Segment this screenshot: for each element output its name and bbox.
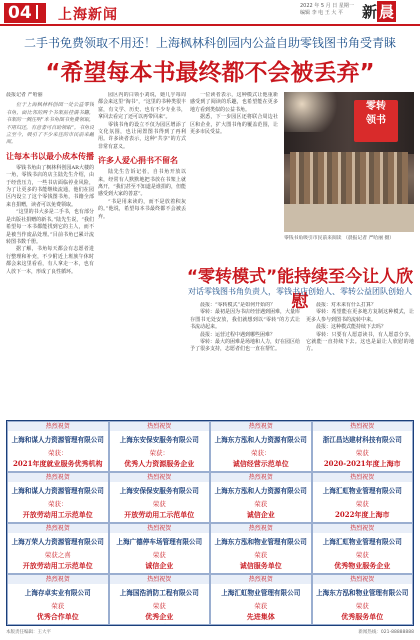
paragraph: 一位读者表示，这种模式让他重新感受到了阅读的乐趣，也希望能在更多地方看到类似的公益书角。 <box>190 92 278 113</box>
issue-meta: 2022 年 5 月 日 星期一 编辑 李 电 王 大 平 <box>300 3 354 16</box>
ad-box <box>109 574 211 625</box>
paragraph: “这里的书大多是二手书，也有部分是出版社捐赠的新书。”陆先生说，“我们希望每一本书都能找到它的主人，而不是被当作废品处理。”目前书角已累计流转图书数千册。 <box>6 209 94 245</box>
interview-column-2 <box>306 302 414 414</box>
byline: 晨报记者 严哈丽 <box>6 92 43 98</box>
ad-line: 荣获 <box>152 500 166 508</box>
ad-company: 上海东方泓和人力资源有限公司 <box>214 436 307 444</box>
ad-award: 优秀企业 <box>145 612 174 621</box>
paragraph: 晨报：“零转模式”是如何开始的？ <box>200 302 276 308</box>
ad-box <box>312 472 414 523</box>
ad-award: 优秀合作单位 <box>36 612 79 621</box>
ad-award: 优秀人力资源服务企业 <box>124 459 195 468</box>
ad-company: 上海安保保安服务有限公司 <box>119 487 199 495</box>
ad-company: 浙江昌达建材科技有限公司 <box>322 436 402 444</box>
article-column-1 <box>6 92 94 412</box>
ad-company: 上海和谋人力资源管理有限公司 <box>11 487 104 495</box>
ad-company: 上海汇虹物业管理有限公司 <box>322 538 402 546</box>
ad-line: 荣获 <box>51 602 65 610</box>
ad-award: 诚信服务单位 <box>239 561 282 570</box>
kicker-headline: 二手书免费领取不用还！上海枫林科创园内公益自助零钱图书角受青睐 <box>23 36 396 50</box>
ad-tag: 热烈祝贺 <box>211 575 311 584</box>
ad-line: 荣获： <box>251 449 271 457</box>
ad-company: 上海东方泓和物业管理有限公司 <box>214 538 307 546</box>
ad-award: 2021年度就业服务优秀机构 <box>13 459 103 468</box>
ad-box <box>312 421 414 472</box>
ad-tag: 热烈祝贺 <box>313 422 413 431</box>
main-headline: “希望每本书最终都不会被丢弃” <box>45 60 375 86</box>
ad-award: 诚信企业 <box>246 510 275 519</box>
ad-box <box>312 523 414 574</box>
ad-box <box>210 421 312 472</box>
secondary-headline: “零转模式”能持续至今让人欣慰 <box>186 267 414 312</box>
ad-tag: 热烈祝贺 <box>313 473 413 482</box>
ad-box <box>210 472 312 523</box>
ad-award: 2020-2021年度上海市 <box>323 459 401 468</box>
ad-tag: 热烈祝贺 <box>211 473 311 482</box>
paragraph: 晨报：运营过程中遇到哪些困难？ <box>200 331 276 338</box>
ad-box <box>109 523 211 574</box>
ad-line: 荣获： <box>48 449 68 457</box>
subheading: 让每本书以最小成本传播 <box>6 151 94 161</box>
ad-line: 荣获： <box>48 500 68 508</box>
paragraph: 零钱书角由了枫林科创园AR大楼的一角，零钱书店的店主陆先生介绍，由于经营压力，一些书店面临停业风险，为了让更多的书能继续流通，他们在园区内设立了这个零钱图书角，书籍全部来自捐赠，读者可以免费领取。 <box>6 164 94 208</box>
photo-caption: 零钱书角吸引市民前来阅读 （晨报记者 严哈丽 摄） <box>284 236 395 241</box>
ad-tag: 热烈祝贺 <box>8 524 108 533</box>
ad-tag: 热烈祝贺 <box>110 422 210 431</box>
ad-box <box>109 421 211 472</box>
ad-line: 荣获之喜 <box>44 551 71 559</box>
ad-award: 开放劳动用工示范单位 <box>124 510 195 519</box>
ad-company: 上海广德停车场管理有限公司 <box>116 538 203 546</box>
page-footer: 本版责任编辑：王大平 新闻热线：021-88888888 <box>6 630 414 635</box>
ad-award: 诚信经营示范单位 <box>232 459 289 468</box>
ad-box <box>312 574 414 625</box>
paragraph: 零转：最大的困难是场地和人力，好在园区给予了很多支持，志愿者们也一直在帮忙。 <box>190 339 300 353</box>
ad-company: 上海东方泓和物业管理有限公司 <box>316 589 409 597</box>
ad-line: 荣获： <box>149 449 169 457</box>
paragraph: 零钱书角的设立不仅为园区增添了文化氛围，也让闲置图书得到了再利用。许多读者表示，这种“共享”的方式非常有意义。 <box>98 121 186 150</box>
page-header <box>0 0 420 24</box>
ad-tag: 热烈祝贺 <box>8 575 108 584</box>
ad-address <box>313 624 413 625</box>
ad-address <box>211 624 311 625</box>
ad-company: 上海汇虹物业管理有限公司 <box>221 589 301 597</box>
ad-company: 上海东方泓和人力资源有限公司 <box>214 487 307 495</box>
ad-box <box>210 523 312 574</box>
paragraph: 零转：最初是因为书店经营遇到困难，大量库存图书无处安放，我们就想到以“零转”的方式让书流动起来。 <box>190 309 300 331</box>
ad-tag: 热烈祝贺 <box>313 575 413 584</box>
ad-box <box>109 472 211 523</box>
paragraph: 零转：只要有人愿意读书，有人愿意分享，它就能一直持续下去。这也是最让人欣慰的地方。 <box>306 331 414 353</box>
ad-tag: 热烈祝贺 <box>8 473 108 482</box>
ad-award: 2022年度上海市 <box>335 510 390 519</box>
news-photo <box>284 92 414 232</box>
ad-line: 荣获 <box>355 500 369 508</box>
advertisement-grid <box>6 420 414 626</box>
ad-tag: 热烈祝贺 <box>110 473 210 482</box>
ad-award: 开放劳动用工示范单位 <box>22 510 93 519</box>
ad-award: 诚信企业 <box>145 561 174 570</box>
paragraph: 晨报：这种模式能持续下去吗？ <box>316 324 387 331</box>
subheading: 许多人爱心捐书不留名 <box>98 156 178 166</box>
ad-line: 荣获 <box>355 449 369 457</box>
article-column-3 <box>190 92 278 257</box>
paragraph: 晨报：对未来有什么打算？ <box>316 302 377 308</box>
ad-company: 上海汇虹物业管理有限公司 <box>322 487 402 495</box>
interview-column-1 <box>190 302 300 414</box>
ad-line: 荣获 <box>254 500 268 508</box>
paragraph: 零转：希望能在更多地方复制这种模式，让更多人参与到图书的流转中来。 <box>306 309 414 323</box>
article-column-2 <box>98 92 186 412</box>
ad-tag: 热烈祝贺 <box>8 422 108 431</box>
ad-award: 开放劳动用工示范单位 <box>22 561 93 570</box>
header-rule <box>0 24 420 26</box>
lead-paragraph: 位于上海枫林科创园一处公益零钱书角，面比邻的两个书架前挂满书籍，书架的一侧注明“本书角图书免费领取，不用归还，有意者可自助领取”。书角设立至今，吸引了不少来往的市民前来翻阅。 <box>6 102 94 146</box>
ad-tag: 热烈祝贺 <box>211 422 311 431</box>
ad-line: 荣获 <box>152 602 166 610</box>
ad-company: 上海存卓实业有限公司 <box>24 589 91 597</box>
bookshelf <box>290 152 408 204</box>
ad-box <box>210 574 312 625</box>
ad-box <box>7 523 109 574</box>
ad-tag: 热烈祝贺 <box>110 575 210 584</box>
ad-company: 上海东安保安服务有限公司 <box>119 436 199 444</box>
ad-line: 荣获 <box>152 551 166 559</box>
ad-box <box>7 421 109 472</box>
ad-line: 荣获 <box>254 602 268 610</box>
ad-award: 优秀物业服务企业 <box>334 561 391 570</box>
ad-box <box>7 574 109 625</box>
ad-company: 上海和谋人力资源管理有限公司 <box>11 436 104 444</box>
page-number: 04 <box>4 3 46 23</box>
ad-award: 优秀服务单位 <box>341 612 384 621</box>
ad-line: 荣获 <box>355 551 369 559</box>
ad-tag: 热烈祝贺 <box>211 524 311 533</box>
ad-tag: 热烈祝贺 <box>313 524 413 533</box>
newspaper-logo: 新 晨 <box>362 3 395 21</box>
store-sign: 零转 领书 <box>354 100 398 142</box>
ad-line: 荣获 <box>254 551 268 559</box>
paragraph: 据悉，下一步园区还将联合周边社区和企业，扩大图书角的覆盖范围，让更多市民受益。 <box>190 114 278 136</box>
paragraph: 陆先生告诉记者，自书角开放以来，经常有人默默地把书放在书架上就离开，“我们甚至不知道是谁捐的，但能感受到大家的善意”。 <box>98 169 186 198</box>
paragraph: “书是用来读的，而不是放着积灰的。”他说，希望每本书最终都不会被丢弃。 <box>98 198 186 220</box>
paragraph: 据了解，书角每天都会有志愿者进行整理和补充，不少附近上班族午休时都会来这里看看，有人拿走一本，也有人放下一本，形成了良性循环。 <box>6 246 94 275</box>
paragraph: 园区内的白领小刘说，她几乎每周都会来这里“淘书”，“这里的书种类很丰富，有文学、历史、也有不少专业书，拿回去看完了还可以再带回来”。 <box>98 92 186 121</box>
ad-award: 先进集体 <box>246 612 275 621</box>
section-title: 上海新闻 <box>58 7 118 23</box>
ad-company: 上海国浩消防工程有限公司 <box>119 589 199 597</box>
ad-company: 上海万荣人力资源管理有限公司 <box>11 538 104 546</box>
ad-address <box>8 624 108 625</box>
secondary-subheadline: 对话零钱图书角负责人，零钱书店创始人、零转公益团队创始人 <box>188 287 412 296</box>
ad-box <box>7 472 109 523</box>
ad-tag: 热烈祝贺 <box>110 524 210 533</box>
ad-line: 荣获 <box>355 602 369 610</box>
ad-address <box>110 624 210 625</box>
